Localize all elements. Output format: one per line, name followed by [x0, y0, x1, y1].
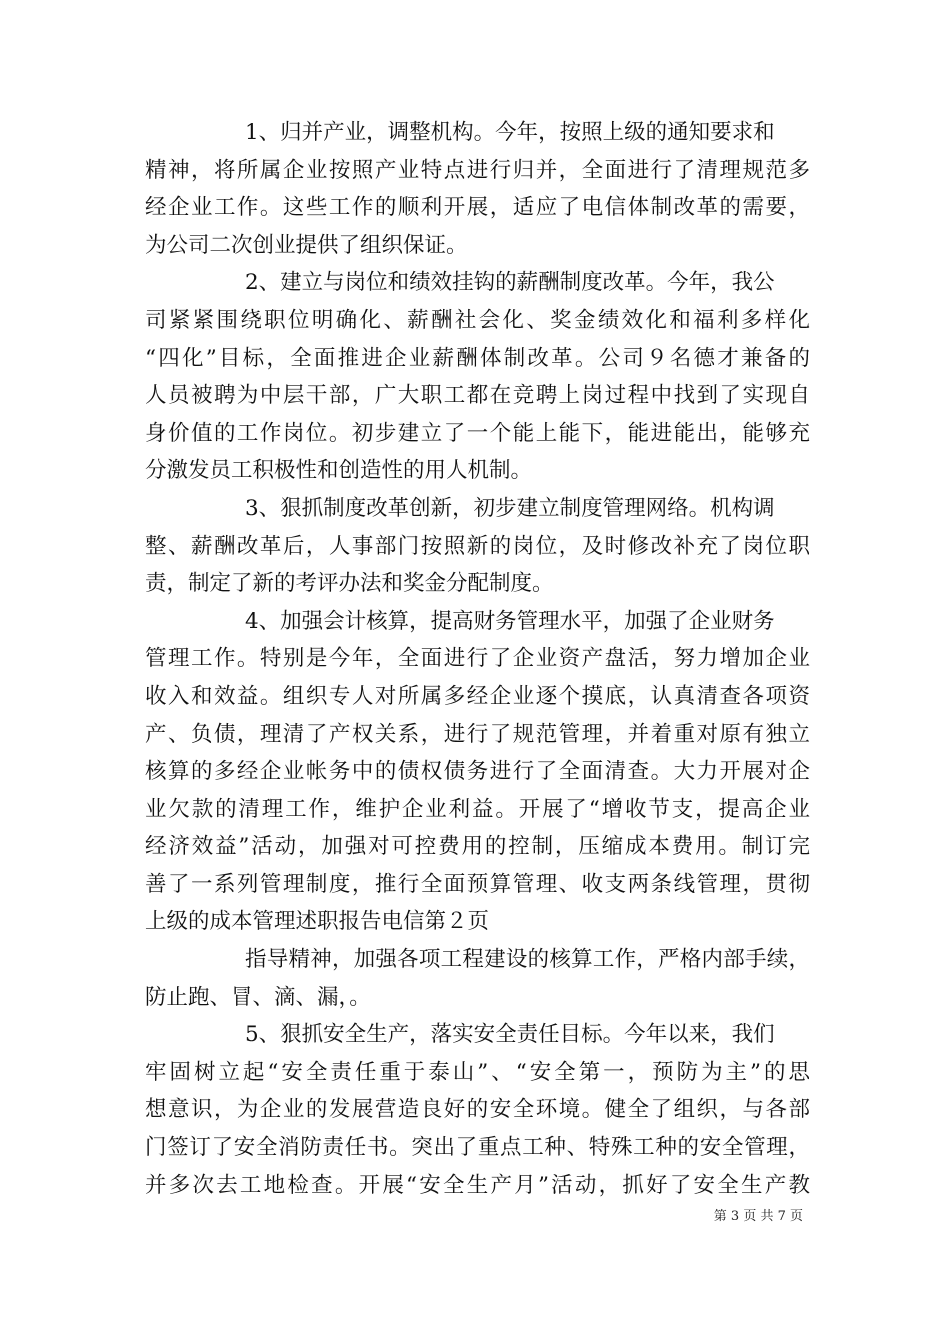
- text-line: “四化”目标，全面推进企业薪酬体制改革。公司９名德才兼备的: [145, 345, 810, 371]
- text-line: 产、负债，理清了产权关系，进行了规范管理，并着重对原有独立: [145, 721, 810, 747]
- text-line: 业欠款的清理工作，维护企业利益。开展了“增收节支，提高企业: [145, 796, 810, 822]
- text-line: 门签订了安全消防责任书。突出了重点工种、特殊工种的安全管理，: [145, 1135, 810, 1161]
- text-line: 指导精神，加强各项工程建设的核算工作，严格内部手续，: [245, 947, 810, 973]
- text-line: 3、狠抓制度改革创新，初步建立制度管理网络。机构调: [245, 495, 775, 521]
- text-line: 想意识，为企业的发展营造良好的安全环境。健全了组织，与各部: [145, 1097, 810, 1123]
- text-line: 并多次去工地检查。开展“安全生产月”活动，抓好了安全生产教: [145, 1172, 810, 1198]
- text-line: 收入和效益。组织专人对所属多经企业逐个摸底，认真清查各项资: [145, 683, 810, 709]
- text-line: 5、狠抓安全生产，落实安全责任目标。今年以来，我们: [245, 1022, 775, 1048]
- paragraph-4: [145, 603, 810, 941]
- text-line: 核算的多经企业帐务中的债权债务进行了全面清查。大力开展对企: [145, 759, 810, 785]
- paragraph-5: [145, 941, 810, 1016]
- paragraph-3: [145, 490, 810, 603]
- text-line: 经企业工作。这些工作的顺利开展，适应了电信体制改革的需要，: [145, 195, 810, 221]
- page-number-footer: 第 3 页 共 7 页: [713, 1209, 803, 1224]
- text-line: 责，制定了新的考评办法和奖金分配制度。: [145, 571, 554, 597]
- text-line: 上级的成本管理述职报告电信第２页: [145, 909, 490, 935]
- text-line: 防止跑、冒、滴、漏，。: [145, 984, 371, 1010]
- text-line: 精神，将所属企业按照产业特点进行归并，全面进行了清理规范多: [145, 157, 810, 183]
- paragraph-1: [145, 114, 810, 264]
- paragraph-2: [145, 264, 810, 490]
- text-line: 身价值的工作岗位。初步建立了一个能上能下，能进能出，能够充: [145, 420, 810, 446]
- text-line: 4、加强会计核算，提高财务管理水平，加强了企业财务: [245, 608, 775, 634]
- text-line: 1、归并产业，调整机构。今年，按照上级的通知要求和: [245, 120, 775, 145]
- text-line: 经济效益”活动，加强对可控费用的控制，压缩成本费用。制订完: [145, 834, 810, 860]
- text-line: 牢固树立起“安全责任重于泰山”、“安全第一，预防为主”的思: [145, 1059, 810, 1085]
- document-body: [145, 114, 810, 1204]
- text-line: 司紧紧围绕职位明确化、薪酬社会化、奖金绩效化和福利多样化: [145, 307, 810, 333]
- text-line: 分激发员工积极性和创造性的用人机制。: [145, 458, 533, 484]
- paragraph-6: [145, 1016, 810, 1204]
- text-line: 整、薪酬改革后，人事部门按照新的岗位，及时修改补充了岗位职: [145, 533, 810, 559]
- text-line: 善了一系列管理制度，推行全面预算管理、收支两条线管理，贯彻: [145, 871, 810, 897]
- text-line: 2、建立与岗位和绩效挂钩的薪酬制度改革。今年，我公: [245, 270, 775, 296]
- text-line: 管理工作。特别是今年，全面进行了企业资产盘活，努力增加企业: [145, 646, 810, 672]
- text-line: 为公司二次创业提供了组织保证。: [145, 232, 468, 258]
- text-line: 人员被聘为中层干部，广大职工都在竞聘上岗过程中找到了实现自: [145, 383, 810, 409]
